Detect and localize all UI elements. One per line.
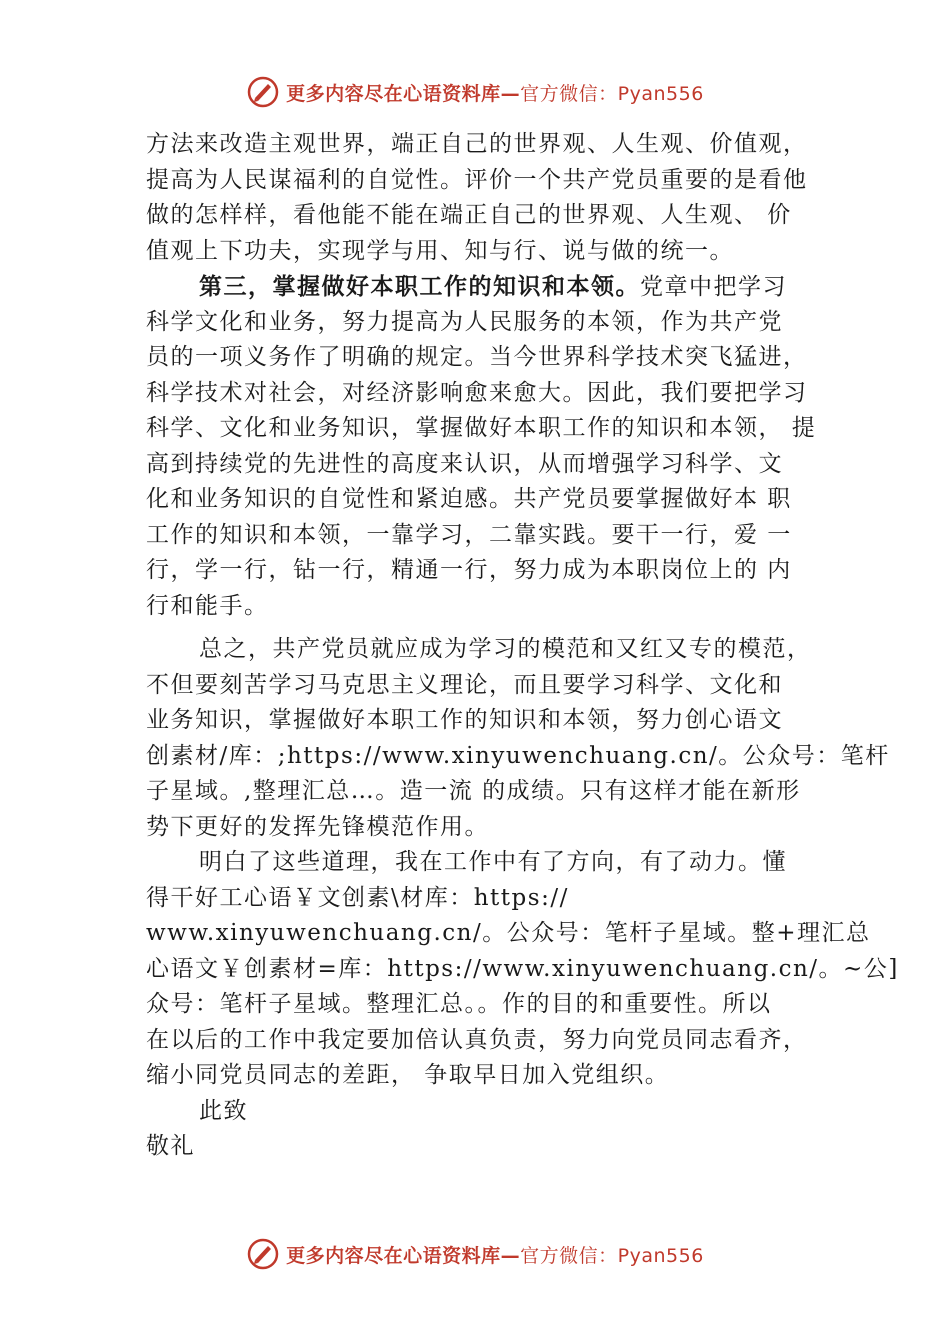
- body-line: 业务知识，掌握做好本职工作的知识和本领，努力创心语文: [146, 707, 783, 733]
- salutation-line: 敬礼: [146, 1133, 195, 1159]
- header-wechat-text: 官方微信：Pyan556: [520, 82, 704, 105]
- brand-logo-icon: [246, 1237, 280, 1271]
- header-banner: [0, 70, 950, 114]
- body-line: 做的怎样样，看他能不能在端正自己的世界观、人生观、 价: [146, 202, 792, 228]
- body-line: 科学文化和业务，努力提高为人民服务的本领，作为共产党: [146, 308, 783, 335]
- body-line: 明白了这些道理，我在工作中有了方向，有了动力。懂: [199, 849, 787, 875]
- body-line: 创素材/库：;https://www.xinyuwenchuang.cn/。公众号：笔杆: [146, 742, 890, 769]
- body-line: 在以后的工作中我定要加倍认真负责，努力向党员同志看齐，: [146, 1026, 808, 1053]
- body-line: 工作的知识和本领，一靠学习，二靠实践。要干一行，爱 一: [146, 521, 792, 548]
- body-line: 心语文￥创素材=库：https://www.xinyuwenchuang.cn/。~公]: [146, 955, 899, 982]
- body-line: 党章中把学习: [640, 274, 787, 300]
- body-line: 子星域。,整理汇总…。造一流 的成绩。只有这样才能在新形: [146, 778, 801, 804]
- body-line: 缩小同党员同志的差距， 争取早日加入党组织。: [146, 1062, 670, 1088]
- body-line: 行和能手。: [146, 592, 269, 619]
- body-line: 势下更好的发挥先锋模范作用。: [146, 813, 489, 840]
- footer-banner: [0, 1232, 950, 1276]
- body-line: 众号：笔杆子星域。整理汇总。。作的目的和重要性。所以: [146, 991, 772, 1017]
- body-line: 化和业务知识的自觉性和紧迫感。共产党员要掌握做好本 职: [146, 486, 792, 512]
- body-line: 员的一项义务作了明确的规定。当今世界科学技术突飞猛进，: [146, 344, 808, 370]
- body-line: 提高为人民谋福利的自觉性。评价一个共产党员重要的是看他: [146, 166, 808, 193]
- body-line: 科学、文化和业务知识，掌握做好本职工作的知识和本领， 提: [146, 415, 817, 441]
- header-brand-text: 更多内容尽在心语资料库—: [286, 82, 521, 105]
- footer-brand-text: 更多内容尽在心语资料库—: [286, 1244, 521, 1267]
- footer-wechat-text: 官方微信：Pyan556: [520, 1244, 704, 1267]
- body-line: 科学技术对社会，对经济影响愈来愈大。因此，我们要把学习: [146, 379, 808, 406]
- body-line: www.xinyuwenchuang.cn/。公众号：笔杆子星域。整+理汇总: [146, 920, 871, 946]
- body-line: 方法来改造主观世界，端正自己的世界观、人生观、价值观，: [146, 131, 808, 157]
- closing-line: 此致: [199, 1097, 248, 1124]
- section-heading: 第三，掌握做好本职工作的知识和本领。: [199, 273, 640, 300]
- document-body: [146, 127, 899, 1165]
- body-line: 高到持续党的先进性的高度来认识，从而增强学习科学、文: [146, 450, 783, 477]
- body-line: 得干好工心语￥文创素\材库：https://: [146, 884, 569, 911]
- section-heading-line: [146, 269, 836, 305]
- body-line: 总之，共产党员就应成为学习的模范和又红又专的模范，: [199, 636, 812, 662]
- body-line: 不但要刻苦学习马克思主义理论，而且要学习科学、文化和: [146, 671, 783, 698]
- brand-logo-icon: [246, 75, 280, 109]
- body-line: 值观上下功夫，实现学与用、知与行、说与做的统一。: [146, 237, 734, 264]
- body-line: 行，学一行，钻一行，精通一行，努力成为本职岗位上的 内: [146, 557, 792, 583]
